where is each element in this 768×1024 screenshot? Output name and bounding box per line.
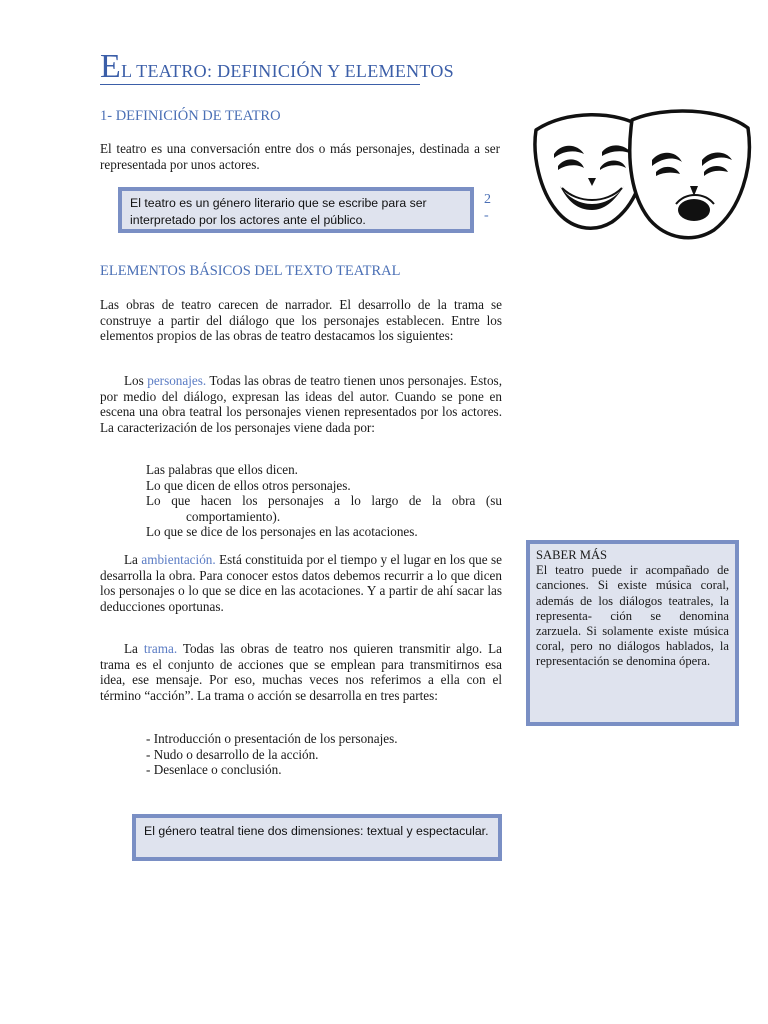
section-heading-elements: ELEMENTOS BÁSICOS DEL TEXTO TEATRAL <box>100 263 401 279</box>
personajes-lead: Los <box>124 373 144 388</box>
dimensions-box: El género teatral tiene dos dimensiones: textual y espectacular. <box>132 814 502 861</box>
page-title <box>100 48 454 85</box>
trama-term: trama. <box>143 641 178 656</box>
ambientacion-term: ambientación. <box>141 552 216 567</box>
elements-intro-paragraph: Las obras de teatro carecen de narrador. El desarrollo de la trama se construye a partir del diálogo que los personajes establecen. Entre los elementos propios de las obras de teatro destacamos los siguientes: <box>100 297 502 344</box>
saber-mas-text: El teatro puede ir acompañado de canciones. Si existe música coral, además de los diálogos teatrales, la representa- ción se denomina zarzuela. Si solamente existe música coral, pero no diálogos hablados, la representación se denomina ópera. <box>536 563 729 669</box>
plot-parts-list <box>146 731 502 778</box>
ambientacion-text: Está constituida por el tiempo y el lugar en los que se desarrolla la obra. Para conocer estos datos debemos recurrir a lo que dicen los personajes o lo que se dice en las acotaciones. Y a partir de ahí sacar las deducciones oportunas. <box>100 552 503 614</box>
trama-paragraph <box>100 641 502 703</box>
saber-mas-box <box>526 540 739 726</box>
list-item: Las palabras que ellos dicen. <box>146 462 298 477</box>
intro-paragraph: El teatro es una conversación entre dos o más personajes, destinada a ser representada por unos actores. <box>100 141 500 172</box>
section-heading-definition: 1- DEFINICIÓN DE TEATRO <box>100 108 281 124</box>
trama-lead: La <box>124 641 138 656</box>
title-rest: L TEATRO: DEFINICIÓN Y ELEMENTOS <box>121 61 454 81</box>
saber-mas-heading: SABER MÁS <box>536 548 608 562</box>
list-item: - Desenlace o conclusión. <box>146 762 282 778</box>
personajes-term: personajes. <box>147 373 207 388</box>
ambientacion-lead: La <box>124 552 138 567</box>
list-item: Lo que hacen los personajes a lo largo de la obra (su comportamiento). <box>146 493 502 524</box>
ambientacion-paragraph <box>100 552 502 614</box>
characterization-list <box>146 462 502 540</box>
personajes-paragraph <box>100 373 502 435</box>
list-item: Lo que se dice de los personajes en las acotaciones. <box>146 524 418 540</box>
list-item: - Nudo o desarrollo de la acción. <box>146 746 319 762</box>
title-initial: E <box>100 48 122 85</box>
theater-masks-icon <box>526 106 764 246</box>
personajes-text: Todas las obras de teatro tienen unos personajes. Estos, por medio del diálogo, expresan las ideas del autor. Cuando se pone en escena una obra teatral los personajes vienen representados por los actores. La caracterización de los personajes viene dada por: <box>100 373 502 435</box>
page-number-dash: - <box>484 208 489 223</box>
trama-text: Todas las obras de teatro nos quieren transmitir algo. La trama es el conjunto de acciones que se emplean para transmitirnos esa idea, ese mensaje. Por eso, muchas veces nos referimos a ella con el término “acción”. La trama o acción se desarrolla en tres partes: <box>100 641 502 703</box>
list-item: - Introducción o presentación de los personajes. <box>146 731 398 746</box>
list-item: Lo que dicen de ellos otros personajes. <box>146 477 351 493</box>
definition-box: El teatro es un género literario que se escribe para ser interpretado por los actores ante el público. <box>118 187 474 233</box>
page-number: 2 <box>484 192 491 207</box>
